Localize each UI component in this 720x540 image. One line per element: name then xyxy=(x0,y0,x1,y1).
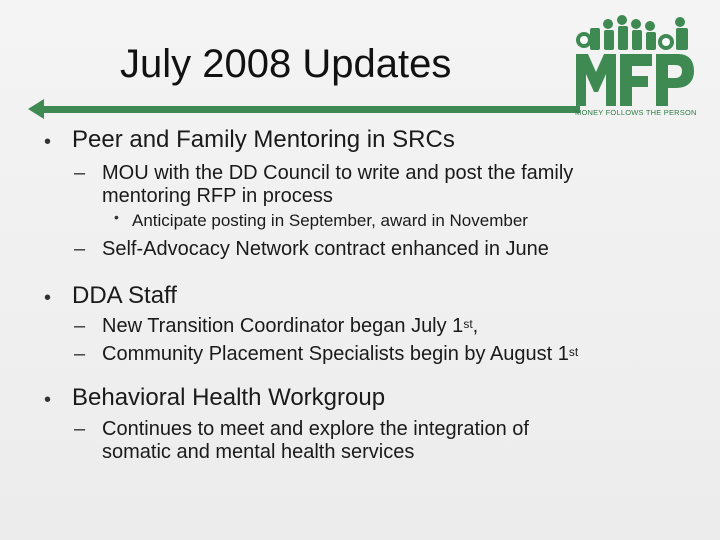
logo-caption: MONEY FOLLOWS THE PERSON xyxy=(575,108,697,117)
bullet-icon: • xyxy=(44,287,52,309)
list-item-text: mentoring RFP in process xyxy=(102,185,333,207)
superscript: st xyxy=(568,345,579,359)
list-item-text: Continues to meet and explore the integration of xyxy=(102,418,529,440)
list-item-suffix: , xyxy=(472,315,479,337)
list-item-text: MOU with the DD Council to write and post the family xyxy=(102,162,574,184)
sub-list-item-text: Anticipate posting in September, award in November xyxy=(132,211,528,230)
list-item-text xyxy=(102,342,578,366)
sub-bullet-icon: • xyxy=(114,209,119,225)
section-heading: DDA Staff xyxy=(72,282,177,309)
dash-icon: – xyxy=(74,162,86,184)
list-item-text xyxy=(102,314,478,338)
dash-icon: – xyxy=(74,315,86,337)
bullet-icon: • xyxy=(44,131,52,153)
list-item-text: Self-Advocacy Network contract enhanced in June xyxy=(102,238,549,260)
dash-icon: – xyxy=(74,343,86,365)
section-heading: Peer and Family Mentoring in SRCs xyxy=(72,126,455,153)
superscript: st xyxy=(463,317,473,331)
section-heading: Behavioral Health Workgroup xyxy=(72,384,386,411)
bullet-icon: • xyxy=(44,389,52,411)
dash-icon: – xyxy=(74,238,86,260)
list-item-main: New Transition Coordinator began July 1 xyxy=(102,315,464,337)
list-item-text: somatic and mental health services xyxy=(102,441,415,463)
slide-title: July 2008 Updates xyxy=(120,42,452,86)
dash-icon: – xyxy=(74,418,86,440)
list-item-main: Community Placement Specialists begin by August 1 xyxy=(102,343,569,365)
